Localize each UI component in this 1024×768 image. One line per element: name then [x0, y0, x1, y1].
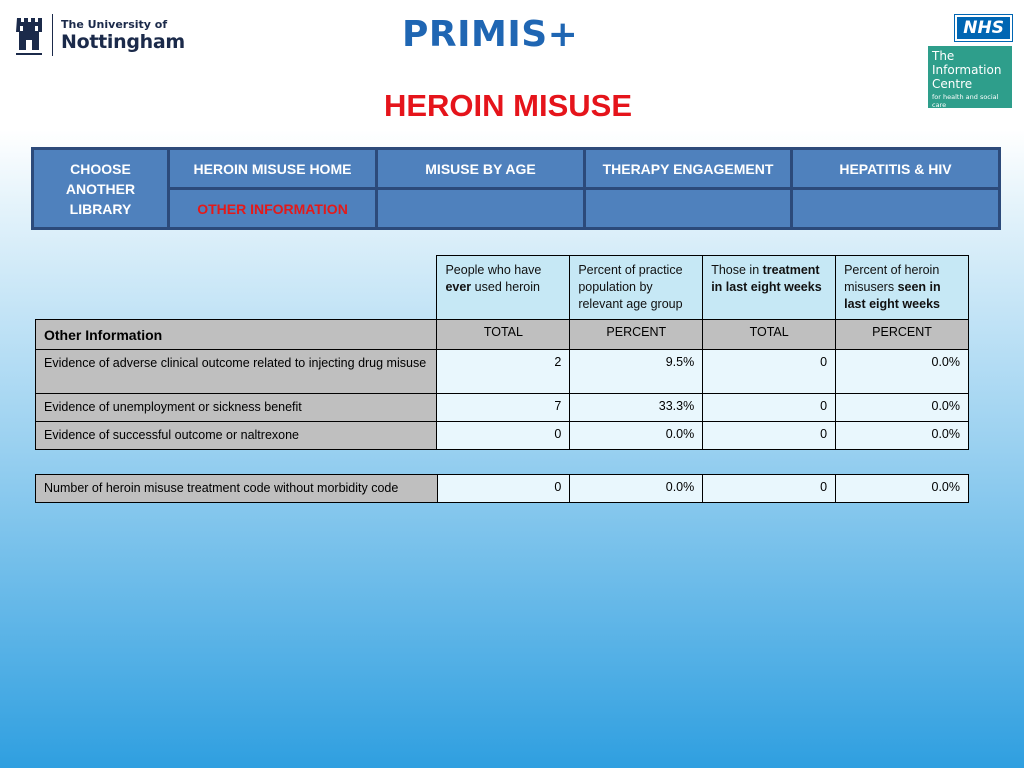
- logo-divider: [52, 14, 53, 56]
- row-label: Number of heroin misuse treatment code without morbidity code: [36, 475, 438, 503]
- cell-value: 2: [437, 350, 570, 394]
- col-header-percent-population: Percent of practice population by relevant age group: [570, 256, 703, 320]
- cell-value: 0: [703, 475, 836, 503]
- other-information-table: [35, 255, 969, 450]
- cell-value: 0: [703, 394, 836, 422]
- cell-value: 9.5%: [570, 350, 703, 394]
- row-label: Evidence of adverse clinical outcome related to injecting drug misuse: [36, 350, 437, 394]
- table-row: [36, 350, 969, 394]
- cell-value: 0.0%: [836, 475, 969, 503]
- col-header-ever-used: People who have ever used heroin: [437, 256, 570, 320]
- nhs-logo: NHS: [955, 15, 1012, 41]
- misuse-by-age-button[interactable]: MISUSE BY AGE: [378, 150, 583, 187]
- table-row: [36, 422, 969, 450]
- cell-value: 0.0%: [570, 475, 703, 503]
- table-row: [36, 475, 969, 503]
- cell-value: 0.0%: [836, 394, 969, 422]
- heroin-misuse-home-button[interactable]: HEROIN MISUSE HOME: [170, 150, 375, 187]
- section-title: Other Information: [36, 320, 437, 350]
- ic-line1: The: [932, 49, 955, 63]
- subheader-total: TOTAL: [437, 320, 570, 350]
- university-name: [61, 19, 185, 52]
- ic-line3: Centre: [932, 77, 973, 91]
- ic-subtitle: for health and social care: [932, 93, 999, 109]
- cell-value: 0: [437, 422, 570, 450]
- empty-nav-cell: [793, 190, 998, 227]
- page-title: HEROIN MISUSE: [383, 88, 633, 123]
- subheader-total: TOTAL: [703, 320, 836, 350]
- blank-corner-cell: [36, 256, 437, 320]
- cell-value: 33.3%: [570, 394, 703, 422]
- subheader-percent: PERCENT: [836, 320, 969, 350]
- row-label: Evidence of unemployment or sickness benefit: [36, 394, 437, 422]
- table-row: [36, 394, 969, 422]
- primis-logo: PRIMIS+: [402, 14, 579, 55]
- col-header-in-treatment: Those in treatment in last eight weeks: [703, 256, 836, 320]
- empty-nav-cell: [586, 190, 790, 227]
- uni-line1: The University of: [61, 17, 168, 31]
- row-label: Evidence of successful outcome or naltrexone: [36, 422, 437, 450]
- cell-value: 7: [437, 394, 570, 422]
- subheader-row: [36, 320, 969, 350]
- cell-value: 0: [437, 475, 570, 503]
- cell-value: 0.0%: [836, 350, 969, 394]
- treatment-code-table: [35, 474, 969, 503]
- cell-value: 0.0%: [836, 422, 969, 450]
- col-header-percent-seen: Percent of heroin misusers seen in last eight weeks: [836, 256, 969, 320]
- cell-value: 0: [703, 350, 836, 394]
- castle-crest-icon: [14, 14, 44, 56]
- empty-nav-cell: [378, 190, 583, 227]
- ic-line2: Information: [932, 63, 1002, 77]
- column-header-row: [36, 256, 969, 320]
- other-information-button[interactable]: OTHER INFORMATION: [170, 190, 375, 227]
- uni-line2: Nottingham: [61, 30, 185, 53]
- choose-another-library-button[interactable]: CHOOSE ANOTHER LIBRARY: [34, 150, 167, 227]
- university-of-nottingham-logo: [14, 14, 185, 56]
- library-navigation: [31, 147, 1001, 230]
- cell-value: 0.0%: [570, 422, 703, 450]
- therapy-engagement-button[interactable]: THERAPY ENGAGEMENT: [586, 150, 790, 187]
- hepatitis-hiv-button[interactable]: HEPATITIS & HIV: [793, 150, 998, 187]
- subheader-percent: PERCENT: [570, 320, 703, 350]
- cell-value: 0: [703, 422, 836, 450]
